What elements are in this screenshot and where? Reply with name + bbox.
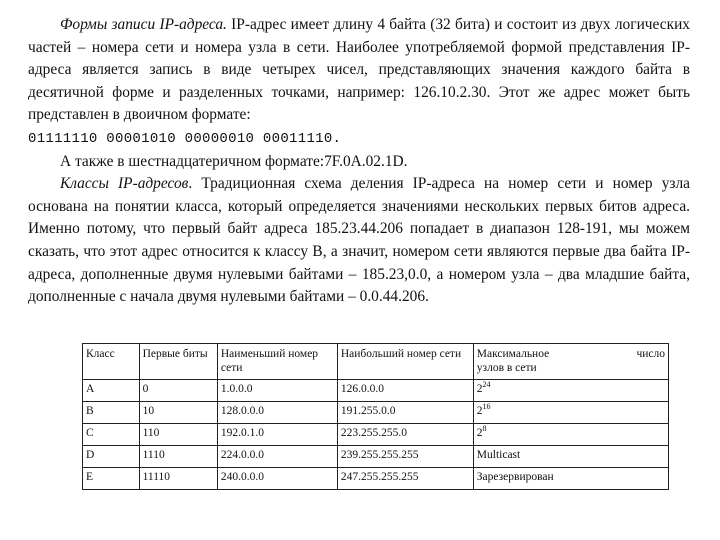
cell-bits: 110 [139, 424, 217, 446]
cell-bits: 1110 [139, 446, 217, 468]
cell-nodes: Multicast [473, 446, 668, 468]
cell-max: 191.255.0.0 [337, 402, 473, 424]
paragraph-text: . Традиционная схема деления IP-адреса на номер сети и номер узла основана на понятии класса, который определяется значениями нескольких первых битов адреса. Именно потому, что первый байт адреса 185.23.44.206 попадает в диапазон 128-191, мы можем сказать, что этот адрес относится к классу В, а значит, номером сети являются первые два байта IP-адреса, дополненные двумя нулевыми байтами – 185.23,0.0, а номером узла – два младшие байта, дополненные с начала двумя нулевыми байтами – 0.0.44.206. [28, 175, 690, 306]
table-row [83, 424, 669, 446]
paragraph-binary [28, 127, 690, 151]
nodes-base: 2 [476, 383, 483, 395]
table-row [83, 446, 669, 468]
cell-nodes: Зарезервирован [473, 468, 668, 490]
header-max-nodes-c: узлов в сети [476, 362, 537, 374]
body-text [28, 14, 690, 309]
nodes-exp: 8 [482, 424, 487, 434]
cell-max: 126.0.0.0 [337, 380, 473, 402]
paragraph-text: IP-адрес имеет длину 4 байта (32 бита) и состоит из двух логических частей – номера сети и номера узла в сети. Наиболее употребляемой формой представления IP-адреса является запись в виде четырех чисел, представляющих значения каждого байта в десятичной форме и разделенных точками, например: 126.10.2.30. Этот же адрес может быть представлен в двоичном формате: [28, 16, 690, 124]
table-row [83, 468, 669, 490]
cell-max: 247.255.255.255 [337, 468, 473, 490]
header-max-nodes-a: Максимальное [476, 348, 550, 360]
nodes-base: 2 [476, 427, 483, 439]
cell-nodes [473, 380, 668, 402]
nodes-base: 2 [476, 405, 483, 417]
cell-max: 239.255.255.255 [337, 446, 473, 468]
cell-class: E [83, 468, 140, 490]
header-max-nodes [473, 344, 668, 380]
binary-address: 01111110 00001010 00000010 00011110. [28, 130, 342, 147]
heading-ip-forms: Формы записи IP-адреса. [60, 16, 227, 33]
ip-class-table [82, 343, 669, 490]
cell-nodes [473, 402, 668, 424]
cell-class: A [83, 380, 140, 402]
cell-nodes [473, 424, 668, 446]
header-max-network: Наибольший номер сети [337, 344, 473, 380]
cell-max: 223.255.255.0 [337, 424, 473, 446]
header-max-nodes-b: число [636, 348, 665, 360]
cell-class: B [83, 402, 140, 424]
paragraph-ip-classes [28, 173, 690, 309]
cell-class: C [83, 424, 140, 446]
paragraph-hex: А также в шестнадцатеричном формате:7F.0A.02.1D. [60, 152, 408, 170]
table-header-row [83, 344, 669, 380]
cell-bits: 10 [139, 402, 217, 424]
cell-min: 192.0.1.0 [217, 424, 337, 446]
paragraph-ip-forms [28, 14, 690, 127]
heading-ip-classes: Классы IP-адресов [60, 175, 189, 193]
cell-min: 240.0.0.0 [217, 468, 337, 490]
table-row [83, 402, 669, 424]
cell-class: D [83, 446, 140, 468]
header-class: Класс [83, 344, 140, 380]
table-row [83, 380, 669, 402]
cell-min: 224.0.0.0 [217, 446, 337, 468]
cell-bits: 0 [139, 380, 217, 402]
nodes-exp: 24 [482, 380, 491, 390]
nodes-exp: 16 [482, 402, 491, 412]
cell-bits: 11110 [139, 468, 217, 490]
header-min-network: Наименьший номер сети [217, 344, 337, 380]
cell-min: 1.0.0.0 [217, 380, 337, 402]
header-first-bits: Первые биты [139, 344, 217, 380]
cell-min: 128.0.0.0 [217, 402, 337, 424]
